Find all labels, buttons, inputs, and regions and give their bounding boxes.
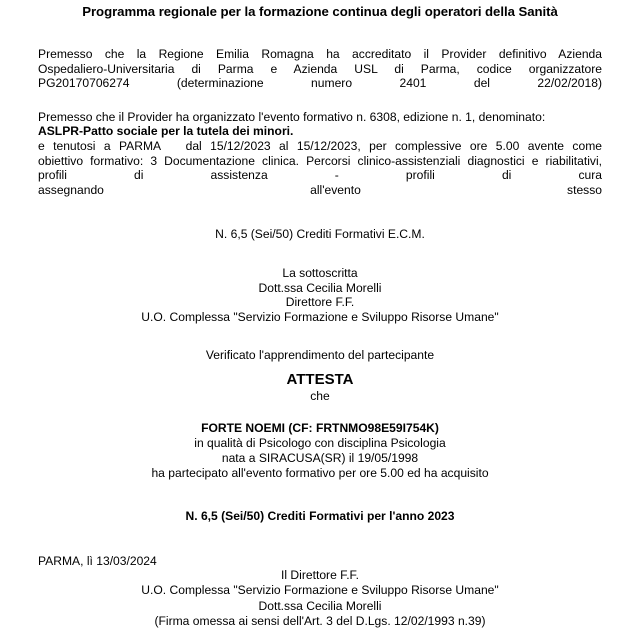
attesta-heading: ATTESTA	[286, 370, 354, 388]
verification-statement: Verificato l'apprendimento del partecipante	[205, 348, 435, 363]
signature-unit: U.O. Complessa "Servizio Formazione e Sviluppo Risorse Umane"	[141, 583, 499, 598]
provider-line-2: Ospedaliero-Universitaria di Parma e Azienda USL di Parma, codice organizzatore	[38, 61, 602, 76]
place-and-date: PARMA, lì 13/03/2024	[38, 553, 157, 568]
event-objective-line: obiettivo formativo: 3 Documentazione clinica. Percorsi clinico-assistenziali diagnostici e riabilitativi,	[38, 153, 602, 168]
signature-block	[38, 568, 602, 630]
signature-role: Il Direttore F.F.	[281, 568, 359, 582]
event-intro-line: Premesso che il Provider ha organizzato l'evento formativo n. 6308, edizione n. 1, denominato:	[38, 109, 546, 124]
credits-year: N. 6,5 (Sei/50) Crediti Formativi per l'anno 2023	[185, 509, 455, 524]
provider-line-1: Premesso che la Regione Emilia Romagna ha accreditato il Provider definitivo Azienda	[38, 47, 602, 61]
event-title: ASLPR-Patto sociale per la tutela dei minori.	[38, 124, 294, 139]
page-title: Programma regionale per la formazione continua degli operatori della Sanità	[82, 4, 558, 19]
paragraph-event-details	[38, 110, 602, 139]
signatory-role: Direttore F.F.	[285, 295, 355, 310]
provider-line-3: PG20170706274 (determinazione numero 2401 del 22/02/2018)	[38, 76, 602, 91]
che-word: che	[310, 388, 330, 403]
event-objective-cont: profili di assistenza - profili di cura	[38, 168, 602, 183]
signatory-name: Dott.ssa Cecilia Morelli	[258, 280, 382, 295]
participant-qualification: in qualità di Psicologo con disciplina Psicologia	[194, 436, 446, 451]
signature-omitted-note: (Firma omessa ai sensi dell'Art. 3 del D.Lgs. 12/02/1993 n.39)	[154, 614, 486, 629]
participant-participation: ha partecipato all'evento formativo per ore 5.00 ed ha acquisito	[151, 465, 489, 480]
credits-ecm: N. 6,5 (Sei/50) Crediti Formativi E.C.M.	[215, 227, 425, 242]
participant-block	[38, 421, 602, 480]
signatory-intro-block	[38, 266, 602, 324]
event-schedule-line: e tenutosi a PARMA dal 15/12/2023 al 15/12/2023, per complessive ore 5.00 avente come	[38, 138, 602, 153]
signatory-unit: U.O. Complessa "Servizio Formazione e Sviluppo Risorse Umane"	[141, 309, 499, 324]
signatory-intro-line: La sottoscritta	[282, 265, 358, 280]
participant-birth: nata a SIRACUSA(SR) il 19/05/1998	[221, 451, 419, 465]
participant-name-and-cf: FORTE NOEMI (CF: FRTNMO98E59I754K)	[201, 420, 439, 435]
paragraph-event-schedule	[38, 139, 602, 197]
signature-name: Dott.ssa Cecilia Morelli	[258, 598, 382, 613]
event-assignment-line: assegnando all'evento stesso	[38, 182, 602, 197]
paragraph-provider-accreditation	[38, 47, 602, 91]
